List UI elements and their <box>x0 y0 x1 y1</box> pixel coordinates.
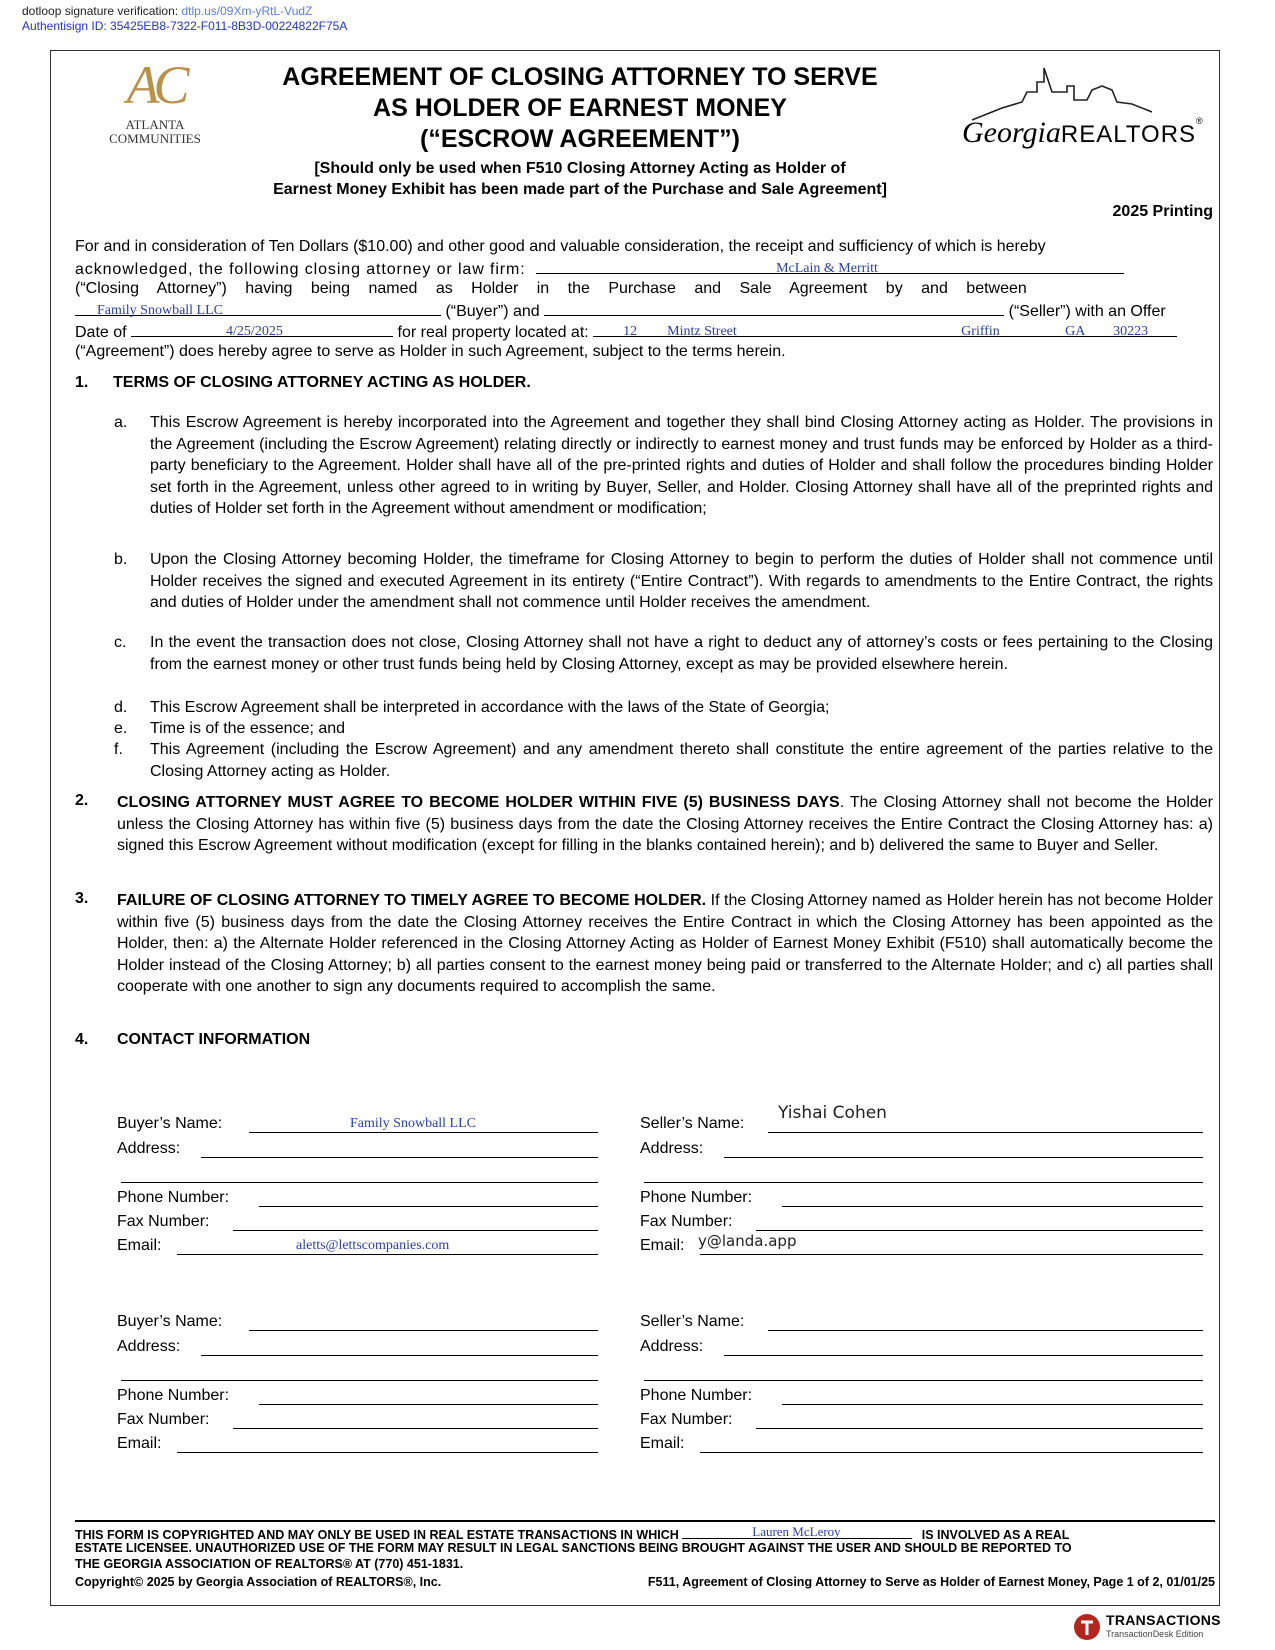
item-letter: b. <box>114 551 128 568</box>
document-title <box>200 62 960 155</box>
brand-sub: TransactionDesk Edition <box>1106 1629 1204 1639</box>
seller-name-label: Seller’s Name: <box>640 1115 745 1132</box>
property-label: for real property located at: <box>397 324 589 341</box>
title-line-1: AGREEMENT OF CLOSING ATTORNEY TO SERVE <box>282 63 878 91</box>
seller-phone-label: Phone Number: <box>640 1189 753 1206</box>
seller-phone-label: Phone Number: <box>640 1387 753 1404</box>
section-3-heading: FAILURE OF CLOSING ATTORNEY TO TIMELY AGREE TO BECOME HOLDER. <box>117 892 707 909</box>
buyer-phone-label: Phone Number: <box>117 1387 230 1404</box>
subtitle-line-2: Earnest Money Exhibit has been made part of the Purchase and Sale Agreement] <box>273 181 887 198</box>
item-letter: e. <box>114 720 128 737</box>
buyer-name-field[interactable] <box>249 1132 598 1133</box>
section-2-body <box>117 792 1213 857</box>
section-4-heading: CONTACT INFORMATION <box>117 1031 311 1048</box>
buyer-1-name-value: Family Snowball LLC <box>350 1116 476 1131</box>
seller-1-email-value: y@landa.app <box>698 1232 797 1250</box>
buyer-name-field[interactable] <box>249 1330 598 1331</box>
footer-line-1-post: IS INVOLVED AS A REAL <box>921 1528 1070 1542</box>
seller-address-field[interactable] <box>724 1157 1203 1158</box>
buyer-1-email-value: aletts@lettscompanies.com <box>296 1238 450 1253</box>
property-address-field[interactable] <box>593 320 1177 337</box>
buyer-email-label: Email: <box>117 1435 162 1452</box>
attorney-label: acknowledged, the following closing attorney or law firm: <box>75 261 526 278</box>
intro-line-4 <box>75 299 1213 323</box>
section-3-number: 3. <box>75 890 89 907</box>
printing-year: 2025 Printing <box>1112 203 1213 220</box>
item-text: In the event the transaction does not close, Closing Attorney shall not have a right to deduct any of attorney’s costs or fees pertaining to the Closing from the earnest money or other trust funds being held by Closing Attorney, except as may be provided elsewhere herein. <box>150 634 1213 673</box>
seller-field[interactable] <box>544 299 1004 316</box>
seller-email-field[interactable] <box>700 1254 1203 1255</box>
verification-line <box>22 4 312 18</box>
item-letter: f. <box>114 741 123 758</box>
footer-line-1-pre: THIS FORM IS COPYRIGHTED AND MAY ONLY BE USED IN REAL ESTATE TRANSACTIONS IN WHICH <box>75 1528 679 1542</box>
seller-email-field[interactable] <box>700 1452 1203 1453</box>
section-1-number: 1. <box>75 374 89 391</box>
zip: 30223 <box>1113 324 1149 339</box>
street-number: 12 <box>623 324 638 339</box>
buyer-address-field[interactable] <box>201 1355 598 1356</box>
item-text: Upon the Closing Attorney becoming Holder, the timeframe for Closing Attorney to begin to perform the duties of Holder shall not commence until Holder receives the signed and executed Agreement in its entirety (“Entire Contract”). With regards to amendments to the Entire Contract, the rights and duties of Holder under the amendment shall not commence until Holder receives the amendment. <box>150 551 1213 611</box>
buyer-phone-field[interactable] <box>259 1404 598 1405</box>
seller-1-name-value: Yishai Cohen <box>778 1103 887 1123</box>
section-2-text: . The Closing Attorney shall not become the Holder unless the Closing Attorney has within five (5) business days from the date the Closing Attorney receives the Entire Contract the Closing Attorney has: a) signed this Escrow Agreement without modification (except for filling in the blanks contained herein); and b) delivered the same to Buyer and Seller. <box>117 794 1214 854</box>
buyer-label: (“Buyer”) and <box>445 303 540 320</box>
title-line-3: (“ESCROW AGREEMENT”) <box>420 125 740 153</box>
state: GA <box>1065 324 1086 339</box>
buyer-address-label: Address: <box>117 1140 181 1157</box>
item-letter: c. <box>114 634 127 651</box>
licensee-name: Lauren McLeroy <box>752 1524 841 1539</box>
section-3-text: If the Closing Attorney named as Holder herein has not become Holder within five (5) business days from the date the Closing Attorney receives the Entire Contract in which the Closing Attorney has been appointed as the Holder, then: a) the Alternate Holder referenced in the Closing Attorney Acting as Holder of Earnest Money Exhibit (F510) shall automatically become the Holder instead of the Closing Attorney; b) all parties consent to the earnest money being paid or transferred to the Alternate Holder; and c) all parties shall cooperate with one another to sign any documents required to accomplish the same. <box>117 892 1214 995</box>
verification-link[interactable]: dtlp.us/09Xm-yRtL-VudZ <box>181 4 313 18</box>
seller-label: (“Seller”) with an Offer <box>1008 303 1166 320</box>
item-text: This Escrow Agreement is hereby incorporated into the Agreement and together they shall bind Closing Attorney acting as Holder. The provisions in the Agreement (including the Escrow Agreement) relating directly or indirectly to earnest money and trust funds may be enforced by Holder as a third-party beneficiary to the Agreement. Holder shall have all of the pre-printed rights and duties of Holder and shall follow the procedures binding Holder set forth in the Agreement, unless other agreed to in writing by Buyer, Seller, and Holder. Closing Attorney shall have all of the preprinted rights and duties of Holder set forth in the Agreement without amendment or modification; <box>150 414 1213 517</box>
seller-fax-field[interactable] <box>756 1428 1203 1429</box>
association-logo-script: Georgia <box>962 116 1061 149</box>
seller-blank-field[interactable] <box>644 1380 1203 1381</box>
intro-line-5 <box>75 320 1213 344</box>
offer-date-field[interactable] <box>131 320 393 337</box>
attorney-field[interactable] <box>536 257 1124 274</box>
buyer-name-label: Buyer’s Name: <box>117 1115 223 1132</box>
item-letter: d. <box>114 699 128 716</box>
section-1-heading: TERMS OF CLOSING ATTORNEY ACTING AS HOLDER. <box>113 374 531 391</box>
item-text: Time is of the essence; and <box>150 720 346 737</box>
attorney-name: McLain & Merritt <box>776 261 878 276</box>
buyer-phone-field[interactable] <box>259 1206 598 1207</box>
seller-address-label: Address: <box>640 1140 704 1157</box>
city: Griffin <box>961 324 1000 339</box>
brokerage-logo <box>100 52 210 152</box>
brokerage-logo-line2: COMMUNITIES <box>109 131 201 146</box>
licensee-field[interactable] <box>682 1525 912 1539</box>
intro-line-1: For and in consideration of Ten Dollars ($10.00) and other good and valuable consideration, the receipt and sufficiency of which is hereby <box>75 238 1046 255</box>
buyer-fax-field[interactable] <box>233 1428 598 1429</box>
seller-phone-field[interactable] <box>782 1206 1203 1207</box>
intro-line-3 <box>75 278 1213 300</box>
section-2-number: 2. <box>75 792 89 809</box>
buyer-email-field[interactable] <box>177 1254 598 1255</box>
authentisign-id: Authentisign ID: 35425EB8-7322-F011-8B3D-00224822F75A <box>22 19 348 33</box>
buyer-fax-label: Fax Number: <box>117 1213 210 1230</box>
association-logo-text: REALTORS <box>1060 121 1197 148</box>
intro-line-2 <box>75 257 1213 281</box>
footer-line-3: THE GEORGIA ASSOCIATION OF REALTORS® AT (770) 451-1831. <box>75 1557 464 1571</box>
transactiondesk-logo <box>1072 1610 1232 1644</box>
buyer-blank-field[interactable] <box>121 1182 598 1183</box>
document-subtitle <box>200 158 960 200</box>
buyer-address-label: Address: <box>117 1338 181 1355</box>
brand-main: TRANSACTIONS <box>1106 1612 1221 1628</box>
seller-fax-field[interactable] <box>756 1230 1203 1231</box>
buyer-blank-field[interactable] <box>121 1380 598 1381</box>
seller-phone-field[interactable] <box>782 1404 1203 1405</box>
form-reference: F511, Agreement of Closing Attorney to Serve as Holder of Earnest Money, Page 1 of 2, 01/01/25 <box>647 1575 1215 1589</box>
intro-line-6: (“Agreement”) does hereby agree to serve as Holder in such Agreement, subject to the terms herein. <box>75 343 786 360</box>
skyline-icon <box>972 62 1152 122</box>
footer-rule <box>75 1520 1215 1522</box>
section-4-number: 4. <box>75 1031 89 1048</box>
seller-fax-label: Fax Number: <box>640 1411 733 1428</box>
association-logo: GeorgiaREALTORS® <box>962 62 1162 162</box>
seller-fax-label: Fax Number: <box>640 1213 733 1230</box>
seller-address-field[interactable] <box>724 1355 1203 1356</box>
footer-line-2: ESTATE LICENSEE. UNAUTHORIZED USE OF THE FORM MAY RESULT IN LEGAL SANCTIONS BEING BROUGHT AGAINST THE USER AND SHOULD BE REPORTED TO <box>75 1541 1072 1555</box>
brokerage-logo-mark: AC <box>126 55 184 115</box>
section-2-heading: CLOSING ATTORNEY MUST AGREE TO BECOME HOLDER WITHIN FIVE (5) BUSINESS DAYS <box>117 794 840 811</box>
buyer-email-field[interactable] <box>177 1452 598 1453</box>
seller-name-field[interactable] <box>768 1132 1203 1133</box>
item-text: This Agreement (including the Escrow Agreement) and any amendment thereto shall constitute the entire agreement of the parties relative to the Closing Attorney acting as Holder. <box>150 741 1213 780</box>
subtitle-line-1: [Should only be used when F510 Closing Attorney Acting as Holder of <box>314 160 846 177</box>
seller-address-label: Address: <box>640 1338 704 1355</box>
street-name: Mintz Street <box>667 324 737 339</box>
verification-label: dotloop signature verification: <box>22 4 179 18</box>
buyer-fax-field[interactable] <box>233 1230 598 1231</box>
section-3-body <box>117 890 1213 998</box>
buyer-name: Family Snowball LLC <box>97 303 223 318</box>
item-text: This Escrow Agreement shall be interpreted in accordance with the laws of the State of Georgia; <box>150 699 830 716</box>
seller-email-label: Email: <box>640 1435 685 1452</box>
item-letter: a. <box>114 414 128 431</box>
seller-blank-field[interactable] <box>644 1182 1203 1183</box>
seller-name-label: Seller’s Name: <box>640 1313 745 1330</box>
buyer-field[interactable] <box>75 299 441 316</box>
buyer-email-label: Email: <box>117 1237 162 1254</box>
buyer-address-field[interactable] <box>201 1157 598 1158</box>
buyer-fax-label: Fax Number: <box>117 1411 210 1428</box>
closing-attorney-phrase: (“Closing Attorney”) having being named as Holder in the Purchase and Sale Agreement by and between <box>75 280 1027 297</box>
date-label: Date of <box>75 324 127 341</box>
seller-email-label: Email: <box>640 1237 685 1254</box>
brokerage-logo-line1: ATLANTA <box>125 117 185 132</box>
seller-name-field[interactable] <box>768 1330 1203 1331</box>
transactions-mark-icon <box>1072 1612 1102 1642</box>
offer-date: 4/25/2025 <box>226 324 283 339</box>
buyer-phone-label: Phone Number: <box>117 1189 230 1206</box>
copyright: Copyright© 2025 by Georgia Association of REALTORS®, Inc. <box>75 1575 442 1589</box>
title-line-2: AS HOLDER OF EARNEST MONEY <box>373 94 787 122</box>
buyer-name-label: Buyer’s Name: <box>117 1313 223 1330</box>
